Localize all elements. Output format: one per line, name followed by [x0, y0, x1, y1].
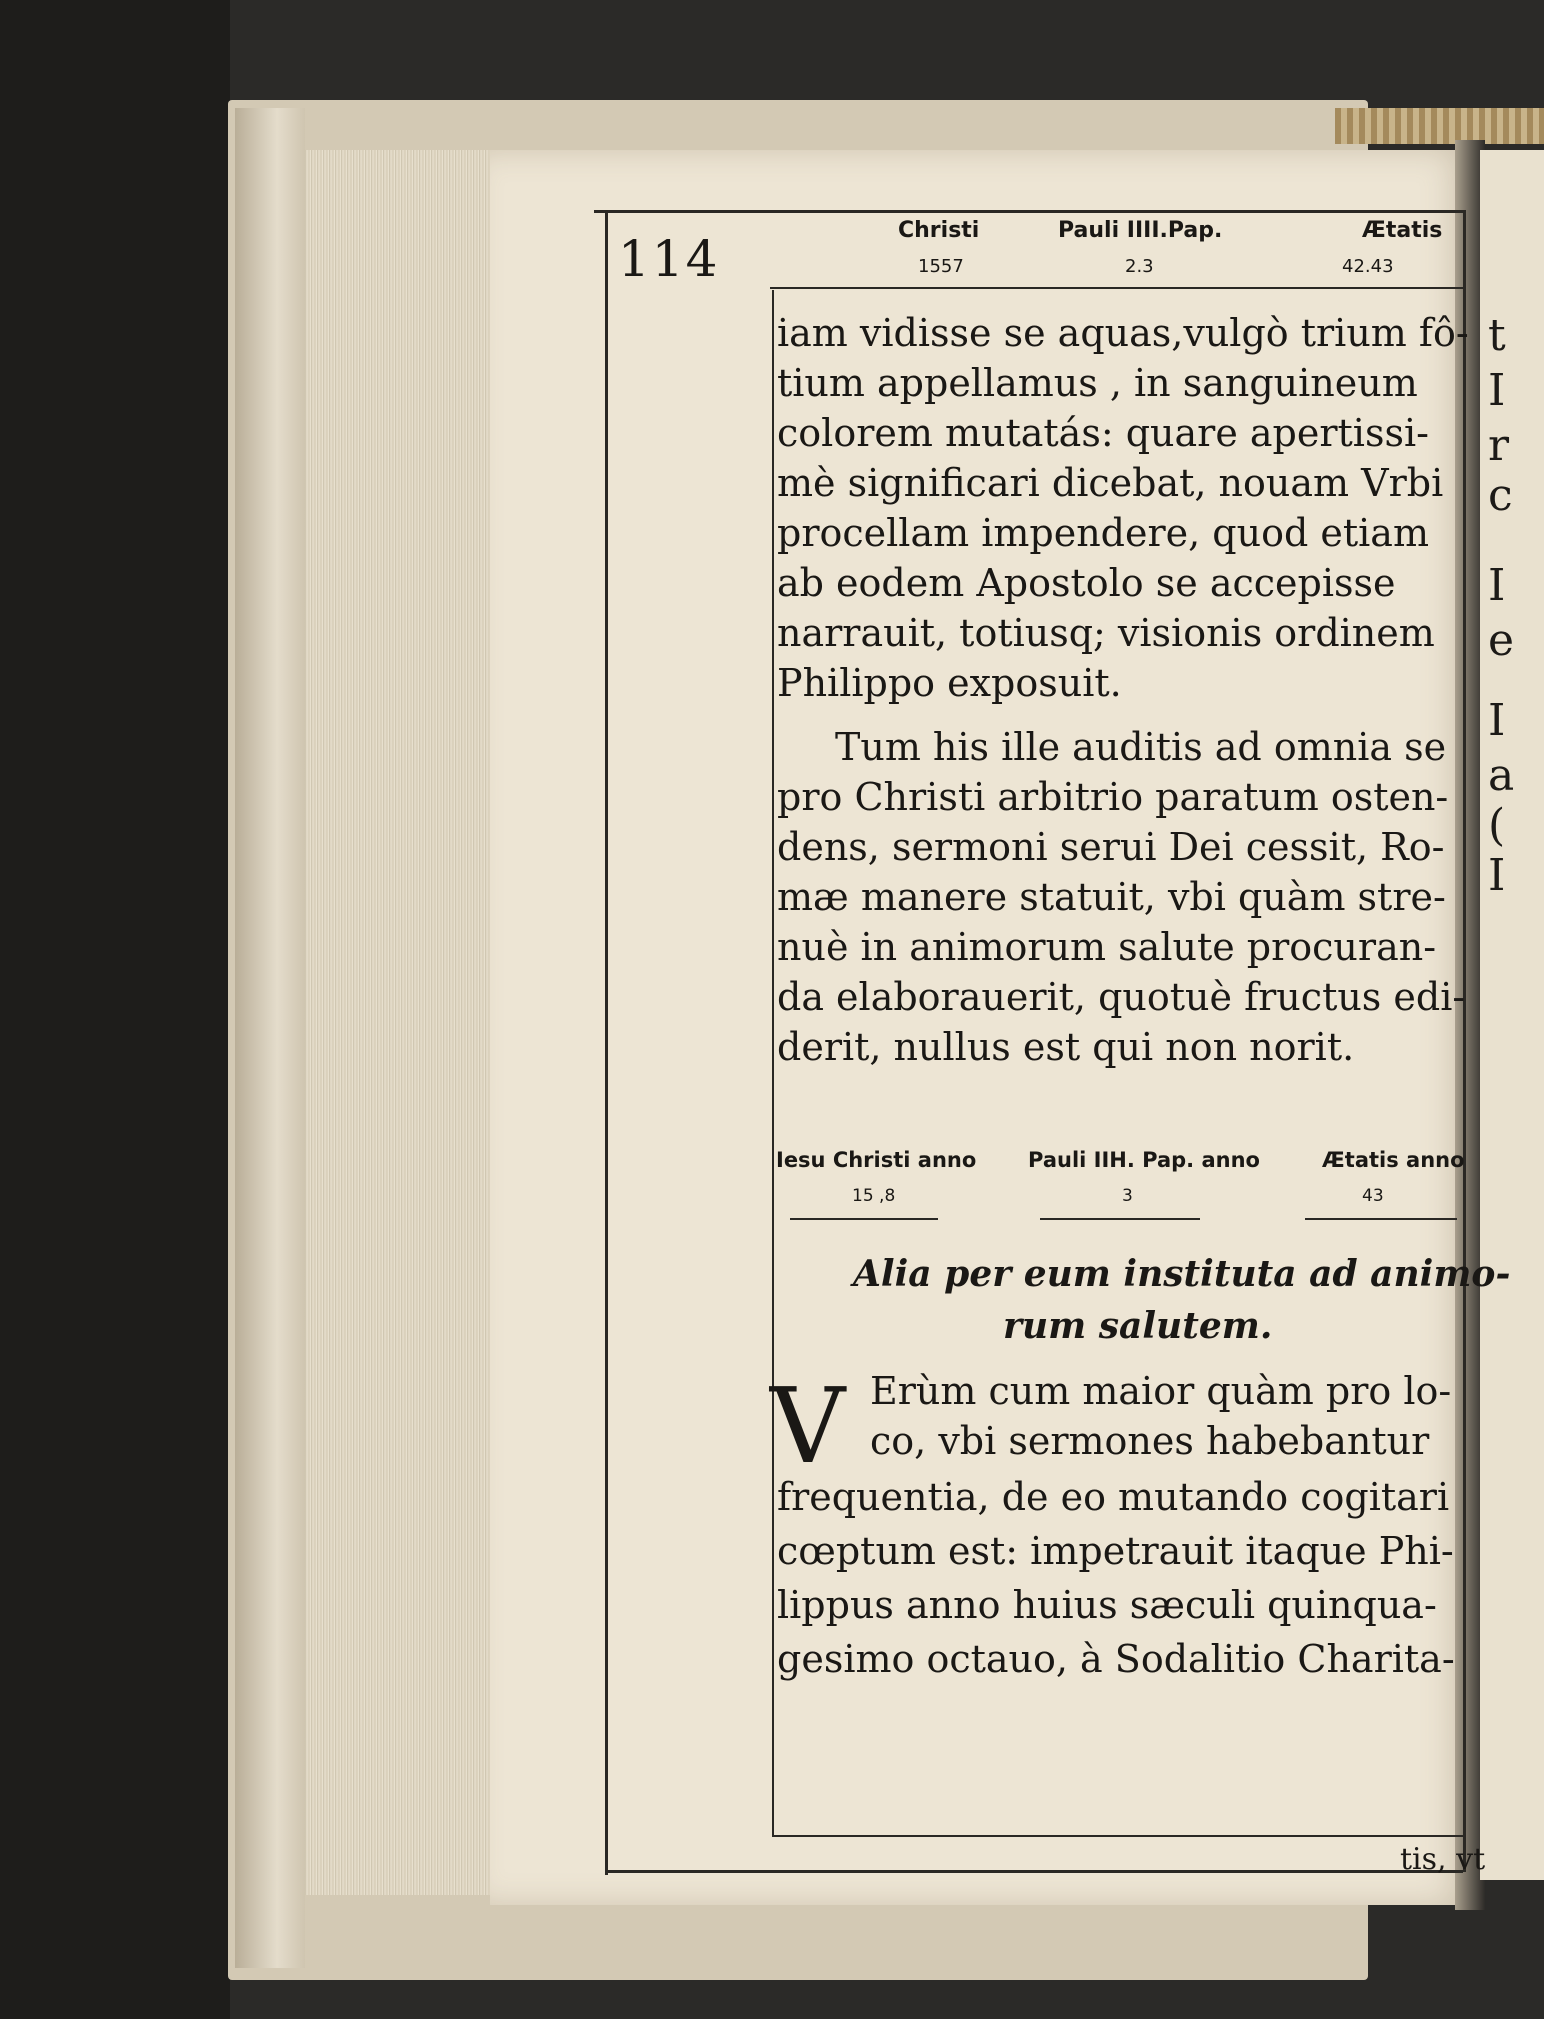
text-line: pro Christi arbitrio paratum osten- [777, 775, 1449, 819]
text-line: narrauit, totiusq; visionis ordinem [777, 611, 1435, 655]
text-line: cœptum est: impetrauit itaque Phi- [777, 1529, 1454, 1573]
text-line: co, vbi sermones habebantur [870, 1419, 1430, 1463]
text-line: Erùm cum maior quàm pro lo- [870, 1369, 1452, 1413]
running-head-label: Pauli IIII.Pap. [1058, 218, 1223, 243]
facing-letter: r [1488, 420, 1510, 471]
frame-rule [1463, 210, 1466, 1872]
text-line: iam vidisse se aquas,vulgò trium fô- [777, 311, 1469, 355]
chronology-rule [1040, 1218, 1200, 1220]
text-line: colorem mutatás: quare apertissi- [777, 411, 1429, 455]
chronology-year: 3 [1122, 1186, 1133, 1206]
margin-rule [772, 290, 774, 1835]
text-line: Tum his ille auditis ad omnia se [835, 725, 1447, 769]
facing-letter: I [1488, 850, 1506, 901]
chronology-label: Iesu Christi anno [776, 1148, 977, 1172]
headband [1335, 108, 1544, 144]
drop-cap: V [770, 1365, 846, 1487]
book-spine [235, 108, 305, 1968]
text-line: derit, nullus est qui non norit. [777, 1025, 1355, 1069]
facing-page [1480, 150, 1544, 1880]
text-line: mè significari dicebat, nouam Vrbi [777, 461, 1444, 505]
facing-letter: t [1488, 310, 1506, 361]
footer-rule [772, 1835, 1464, 1837]
section-title: rum salutem. [1003, 1305, 1273, 1347]
running-head-year: 2.3 [1125, 256, 1154, 277]
page-number: 114 [618, 230, 720, 288]
header-rule [770, 287, 1465, 289]
chronology-rule [1305, 1218, 1457, 1220]
facing-letter: I [1488, 695, 1506, 746]
facing-letter: e [1488, 615, 1515, 666]
running-head-year: 1557 [918, 256, 964, 277]
running-head-year: 42.43 [1342, 256, 1394, 277]
facing-letter: ( [1488, 800, 1506, 851]
text-line: frequentia, de eo mutando cogitari [777, 1475, 1450, 1519]
frame-rule [594, 210, 1464, 213]
chronology-year: 43 [1362, 1186, 1384, 1206]
chronology-year: 15 ,8 [852, 1186, 896, 1206]
text-line: ab eodem Apostolo se accepisse [777, 561, 1396, 605]
facing-letter: I [1488, 560, 1506, 611]
page-edges [305, 150, 497, 1895]
facing-letter: I [1488, 365, 1506, 416]
text-line: gesimo octauo, à Sodalitio Charita- [777, 1637, 1455, 1681]
text-line: mæ manere statuit, vbi quàm stre- [777, 875, 1446, 919]
facing-letter: c [1488, 470, 1513, 521]
text-line: Philippo exposuit. [777, 661, 1122, 705]
running-head-label: Christi [898, 218, 980, 243]
text-line: da elaborauerit, quotuè fructus edi- [777, 975, 1466, 1019]
text-line: nuè in animorum salute procuran- [777, 925, 1437, 969]
frame-rule [605, 1870, 1463, 1873]
chronology-label: Pauli IIH. Pap. anno [1028, 1148, 1260, 1172]
facing-letter: a [1488, 750, 1515, 801]
background [0, 0, 230, 2019]
text-line: lippus anno huius sæculi quinqua- [777, 1583, 1437, 1627]
frame-rule [605, 210, 608, 1875]
text-line: tium appellamus , in sanguineum [777, 361, 1418, 405]
chronology-label: Ætatis anno [1322, 1148, 1465, 1172]
chronology-rule [790, 1218, 938, 1220]
text-line: procellam impendere, quod etiam [777, 511, 1429, 555]
section-title: Alia per eum instituta ad animo- [853, 1253, 1511, 1295]
catchword: tis, vt [1400, 1842, 1486, 1877]
running-head-label: Ætatis [1362, 218, 1443, 243]
text-line: dens, sermoni serui Dei cessit, Ro- [777, 825, 1445, 869]
